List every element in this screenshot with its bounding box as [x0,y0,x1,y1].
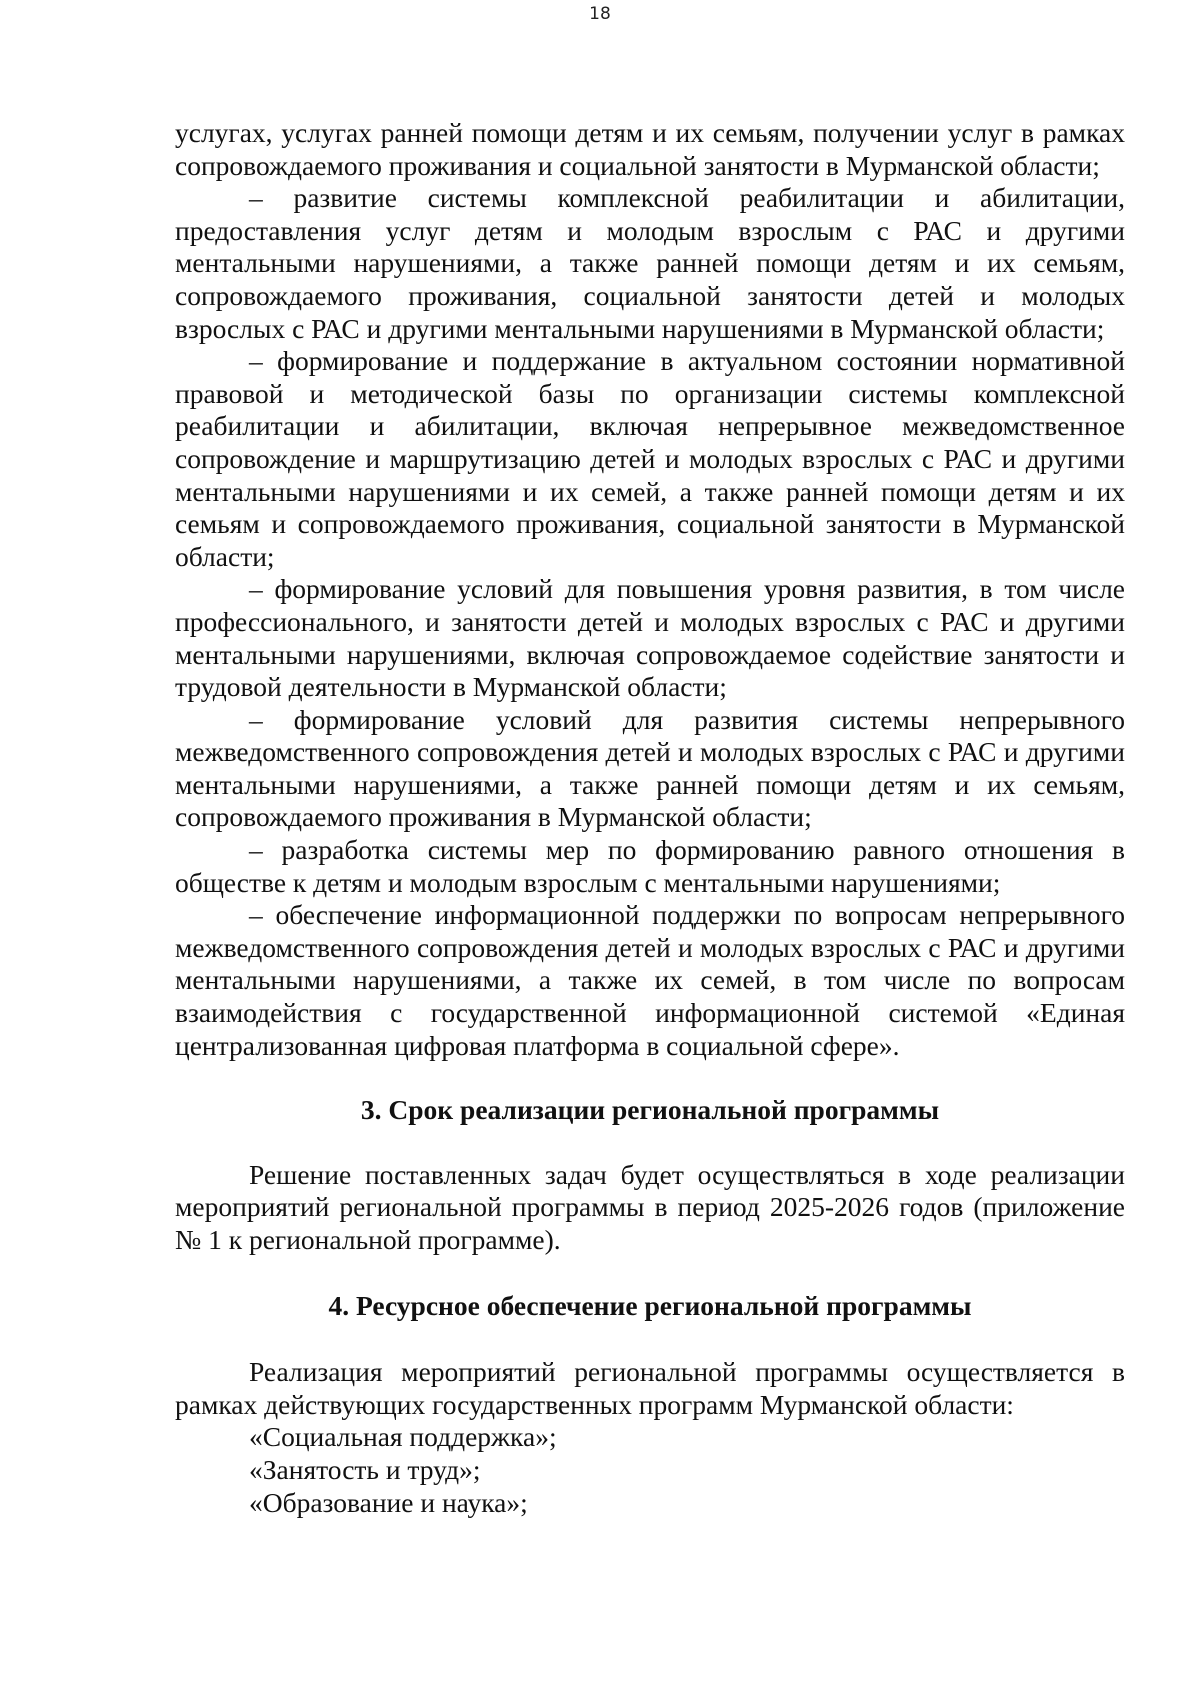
program-item-social-support: «Социальная поддержка»; [249,1421,557,1453]
task-item-3: – формирование условий для повышения уровня развития, в том числе профессионального, и занятости детей и молодых взрослых с РАС и другими ментальными нарушениями, включая сопровождаемое содействие занятости и трудовой деятельности в Мурманской области; [175,573,1125,703]
section-3-paragraph: Решение поставленных задач будет осуществляться в ходе реализации мероприятий региональной программы в период 2025-2026 годов (приложение № 1 к региональной программе). [175,1158,1125,1255]
task-item-4: – формирование условий для развития системы непрерывного межведомственного сопровождения детей и молодых взрослых с РАС и другими ментальными нарушениями, а также ранней помощи детям и их семьям, сопровождаемого проживания в Мурманской области; [175,703,1125,833]
section-4-paragraph: Реализация мероприятий региональной программы осуществляется в рамках действующих государственных программ Мурманской области: [175,1356,1125,1420]
page-number: 18 [589,4,611,24]
task-item-5: – разработка системы мер по формированию равного отношения в обществе к детям и молодым взрослым с ментальными нарушениями; [175,834,1125,898]
section-3-heading: 3. Срок реализации региональной программы [360,1094,940,1126]
section-4-heading: 4. Ресурсное обеспечение региональной программы [328,1289,972,1321]
task-item-6: – обеспечение информационной поддержки по вопросам непрерывного межведомственного сопровождения детей и молодых взрослых с РАС и другими ментальными нарушениями, а также их семей, в том числе по вопросам взаимодействия с государственной информационной системой «Единая централизованная цифровая платформа в социальной сфере». [175,899,1125,1061]
document-body [175,117,1125,1519]
program-item-education: «Образование и наука»; [249,1486,528,1518]
task-item-2: – формирование и поддержание в актуальном состоянии нормативной правовой и методической базы по организации системы комплексной реабилитации и абилитации, включая непрерывное межведомственное сопровождение и маршрутизацию детей и молодых взрослых с РАС и другими ментальными нарушениями и их семей, а также ранней помощи детям и их семьям и сопровождаемого проживания, социальной занятости в Мурманской области; [175,345,1125,572]
program-item-employment: «Занятость и труд»; [249,1453,481,1485]
task-item-1: – развитие системы комплексной реабилитации и абилитации, предоставления услуг детям и молодым взрослым с РАС и другими ментальными нарушениями, а также ранней помощи детям и их семьям, сопровождаемого проживания, социальной занятости детей и молодых взрослых с РАС и другими ментальными нарушениями в Мурманской области; [175,182,1125,344]
continuation-paragraph: услугах, услугах ранней помощи детям и их семьям, получении услуг в рамках сопровождаемого проживания и социальной занятости в Мурманской области; [175,117,1125,181]
